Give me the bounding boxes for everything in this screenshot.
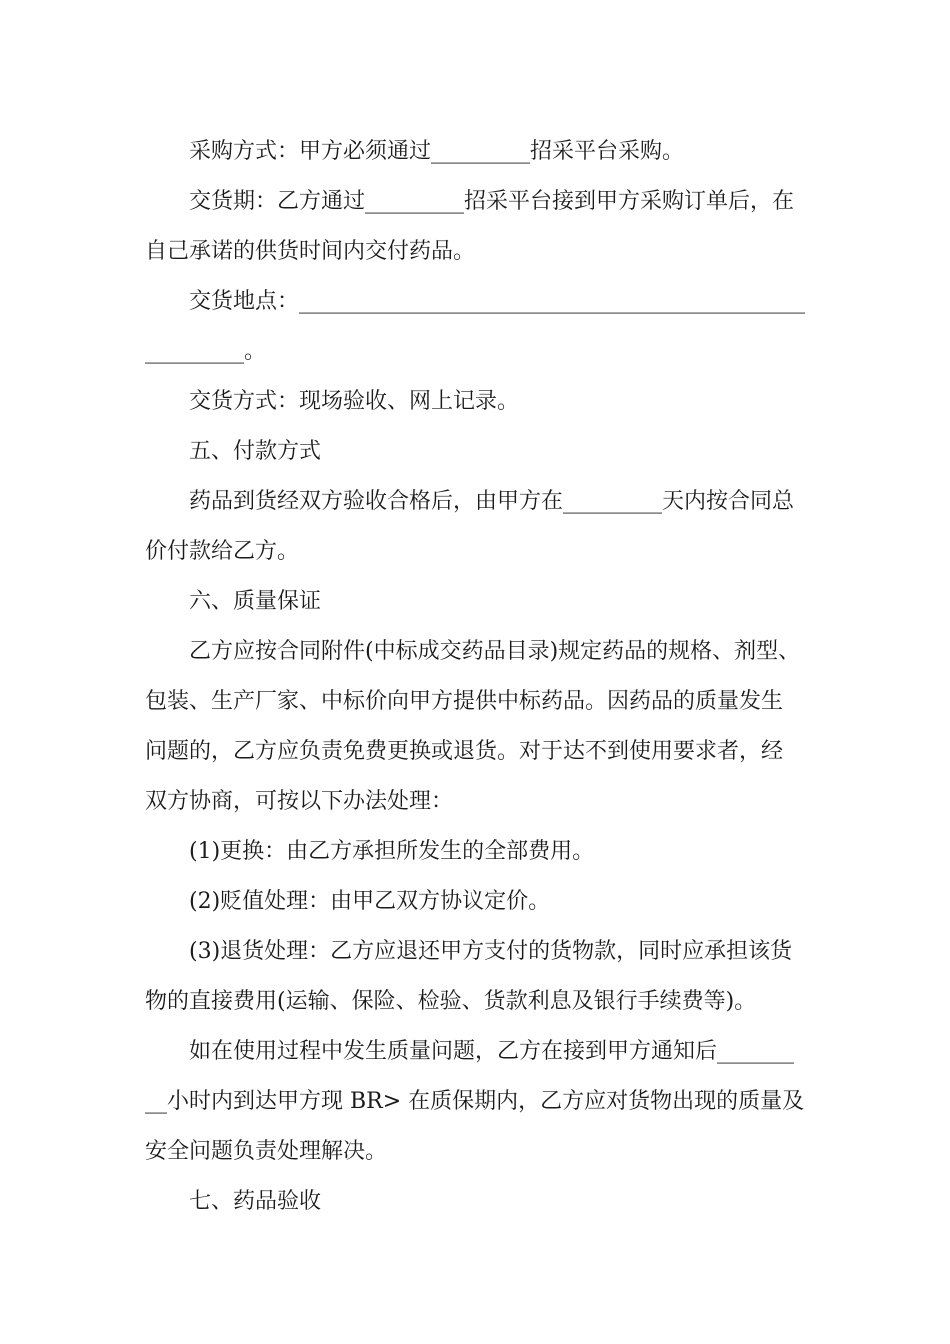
line-payment-terms-cont: 价付款给乙方。 bbox=[145, 539, 300, 564]
line-remedy-depreciate: (2)贬值处理：由甲乙双方协议定价。 bbox=[189, 889, 551, 914]
section-heading-quality: 六、质量保证 bbox=[189, 589, 322, 614]
line-onsite-1: 如在使用过程中发生质量问题，乙方在接到甲方通知后_______ bbox=[189, 1039, 795, 1064]
section-heading-acceptance: 七、药品验收 bbox=[189, 1189, 322, 1214]
line-delivery-place-cont: _________。 bbox=[145, 339, 267, 364]
line-onsite-2: __小时内到达甲方现 BR> 在质保期内，乙方应对货物出现的质量及 bbox=[145, 1089, 805, 1114]
line-quality-1: 乙方应按合同附件(中标成交药品目录)规定药品的规格、剂型、 bbox=[189, 639, 801, 664]
line-onsite-3: 安全问题负责处理解决。 bbox=[145, 1139, 388, 1164]
line-delivery-period-cont: 自己承诺的供货时间内交付药品。 bbox=[145, 239, 476, 264]
line-quality-3: 问题的，乙方应负责免费更换或退货。对于达不到使用要求者，经 bbox=[145, 739, 784, 764]
line-remedy-return-cont: 物的直接费用(运输、保险、检验、货款利息及银行手续费等)。 bbox=[145, 989, 757, 1014]
section-heading-payment: 五、付款方式 bbox=[189, 439, 322, 464]
line-delivery-method: 交货方式：现场验收、网上记录。 bbox=[189, 389, 520, 414]
line-purchase-method: 采购方式：甲方必须通过_________招采平台采购。 bbox=[189, 139, 685, 164]
line-quality-4: 双方协商，可按以下办法处理： bbox=[145, 789, 454, 814]
line-delivery-place: 交货地点：______________________________________________ bbox=[189, 289, 806, 314]
line-delivery-period: 交货期：乙方通过_________招采平台接到甲方采购订单后，在 bbox=[189, 189, 795, 214]
line-remedy-replace: (1)更换：由乙方承担所发生的全部费用。 bbox=[189, 839, 595, 864]
line-remedy-return: (3)退货处理：乙方应退还甲方支付的货物款，同时应承担该货 bbox=[189, 939, 793, 964]
line-payment-terms: 药品到货经双方验收合格后，由甲方在_________天内按合同总 bbox=[189, 489, 795, 514]
line-quality-2: 包装、生产厂家、中标价向甲方提供中标药品。因药品的质量发生 bbox=[145, 689, 784, 714]
